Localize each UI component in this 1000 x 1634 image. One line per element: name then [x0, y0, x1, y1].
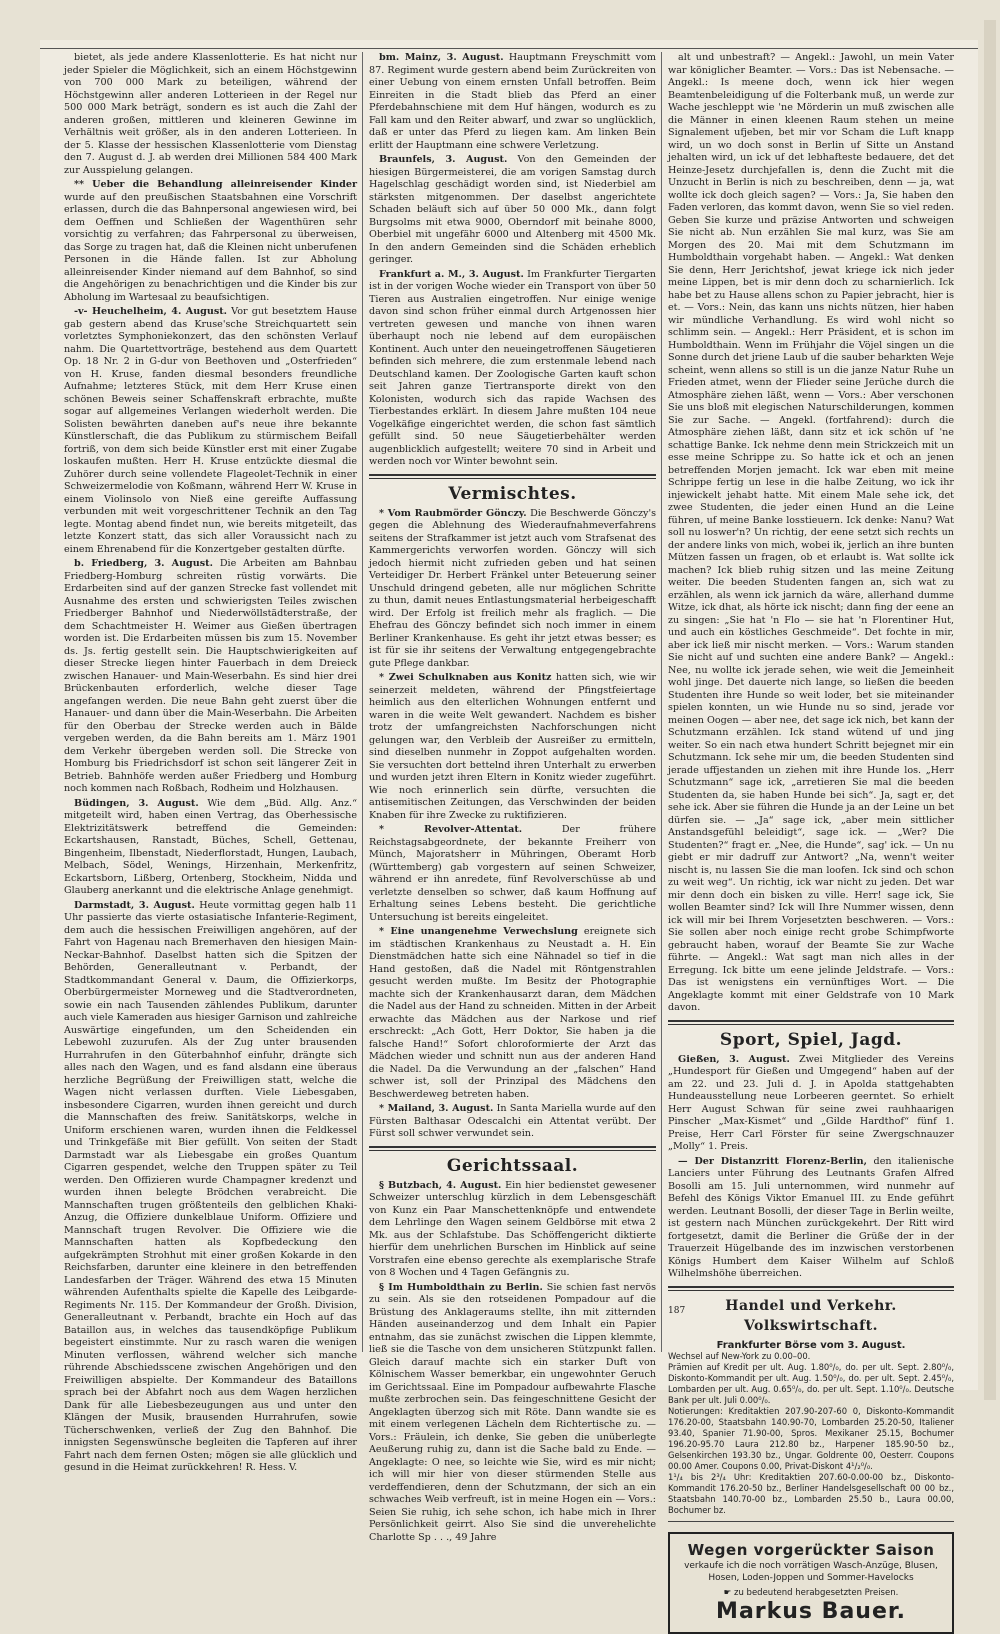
- ad-subline-text: zu bedeutend herabgesetzten Preisen.: [734, 1588, 898, 1598]
- section-rule: [668, 1286, 954, 1291]
- article-lead: * Eine unangenehme Verwechslung: [379, 926, 578, 937]
- section-heading-handel: Handel und Verkehr. Volkswirtschaft.: [668, 1296, 954, 1336]
- divider: [668, 1521, 954, 1522]
- market-line: Notierungen: Kreditaktien 207.90-207-60 0, Diskonto-Kommandit 176.20-00, Staatsbahn 140.90-70, Lombarden 25.20-50, Italiener 93.40, Spanier 71.90-00, Spros. Mexikaner 25.15, Bochumer 196.20-95.70 Laura 212.80 bz., Harpener 185.90-50 bz., Gelsenkirchen 193.30 bz., Ungar. Goldrente 00, Oesterr. Coupons 00.00 Amer. Coupons 0.00, Privat-Diskont 4¹/₂⁰/₀.: [668, 1406, 954, 1472]
- article-text: Ein hier bedienstet gewesener Schweizer unterschlug kürzlich in dem Lebensgeschäft von Kunz ein Paar Manschettenknöpfe und entwendete dem Lehrlinge den Wagen seinem Geldbörse mit etwa 2 Mk. aus der Schlafstube. Das Schöffengericht diktierte hierfür dem unehrlichen Burschen im Hinblick auf seine Vorstrafen eine ebenso gerechte als exemplarische Strafe von 8 Wochen und 4 Tagen Gefängnis zu.: [369, 1180, 656, 1279]
- article-lead: Darmstadt, 3. August.: [74, 900, 195, 911]
- article-lead: b. Friedberg, 3. August.: [74, 558, 213, 569]
- article-lead: Büdingen, 3. August.: [74, 798, 199, 809]
- article-signature: R. Hess. V.: [246, 1462, 298, 1473]
- top-rule: [40, 48, 978, 49]
- article-text: Die Beschwerde Gönczy's gegen die Ablehnung des Wiederaufnahmeverfahrens seitens der Strafkammer ist jetzt auch vom Strafsenat des Kammergerichts verworfen worden. Gönczy will sich jedoch hiermit nicht zufrieden geben und hat seinen Verteidiger Dr. Herbert Fränkel unter Beteuerung seiner Unschuld dringend gebeten, alle nur möglichen Schritte zu thun, damit neues Entlastungsmaterial herbeigeschafft wird. Der Erfolg ist freilich mehr als fraglich. — Die Ehefrau des Gönczy befindet sich noch immer in einem Berliner Krankenhause. Es geht ihr jetzt etwas besser; es ist für sie ihr seitens der Verwaltung entgegengebrachte gute Pflege dankbar.: [369, 508, 656, 669]
- article-text: ereignete sich im städtischen Krankenhaus zu Neustadt a. H. Ein Dienstmädchen hatte sich eine Nähnadel so tief in die Hand gestoßen, daß die Nadel mit Röntgenstrahlen gesucht werden mußte. Im Besitz der Photographie machte sich der Krankenhausarzt daran, dem Mädchen die Nadel aus der Hand zu schneiden. Mitten in der Arbeit erwachte das Mädchen aus der Narkose und rief erschreckt: „Ach Gott, Herr Doktor, Sie haben ja die falsche Hand!“ Sofort chloroformierte der Arzt das Mädchen wieder und schnitt nun aus der anderen Hand die Nadel. Da die Verwundung an der „falschen“ Hand schwer ist, soll der Prinzipal des Mädchens den Beschwerdeweg betreten haben.: [369, 926, 656, 1100]
- market-line: 1¹/₄ bis 2³/₄ Uhr: Kreditaktien 207.60-0.00-00 bz., Diskonto-Kommandit 176.20-50 bz., Berliner Handelsgesellschaft 00 00 bz., Staatsbahn 140.70-00 bz., Lombarden 25.50 b., Laura 00.00, Bochumer bz.: [668, 1472, 954, 1516]
- humboldthain-continued: alt und unbestraft? — Angekl.: Jawohl, un mein Vater war königlicher Beamter. — Vors.: Das ist Nebensache. — Angekl.: Is meene doch, wenn ick hier wegen Beamtenbeleidigung uf die Folterbank muß, un werde zur Wache jeschleppt wie 'ne Mörderin un muß zwischen alle die Männer in einen kleenen Raum stehen un meine Signalement ufjeben, bet mir vor Scham die Luft knapp wird, un wo doch sonst in Berlin uf Sitte un Anstand jehalten wird, un ick uf det lebhafteste bedauere, det det Heinze-Jesetz durchjefallen is, denn die Zucht mit die Unzucht in Berlin is nich zu beschreiben, denn — ja, wat wollte ick doch gleich sagen? — Vors.: Ja, Sie haben den Faden verloren, das kommt davon, wenn Sie so viel reden. Geben Sie kurze und präzise Antworten und schweigen Sie nicht ab. Nun erzählen Sie mal kurz, was Sie am Morgen des 20. Mai mit dem Schutzmann im Humboldthain vorgehabt haben. — Angekl.: Wat denken Sie denn, Herr Jerichtshof, jewat kriege ick nich jeder meine Lippen, bet is mir denn doch zu scharnierlich. Ick habe bet zu Hause allens schon zu Papier jebracht, hier is et. — Vors.: Nein, das kann uns nichts nützen, hier haben wir mündliche Verhandlung. Es wird wohl nicht so schlimm sein. — Angekl.: Herr Präsident, et is schon im Humboldthain. Wenn im Frühjahr die Vöjel singen un die Sonne durch det jriene Laub uf die sauber beharkten Weje scheint, wenn allens so still is un die janze Natur Ruhe un Frieden atmet, wenn der Flieder seine Jerüche durch die Atmosphäre ziehen läßt, wenn — Vors.: Aber verschonen Sie uns bloß mit elegischen Naturschilderungen, kommen Sie zur Sache. — Angekl. (fortfahrend): durch die Atmosphäre ziehen läßt, dann sitz et ick schön uf 'ne schattige Banke. Ick nehme denn mein Strickzeich mit un esse meine Schrippe zu. So hatte ick et och an jenen betreffenden Morjen jemacht. Ick war eben mit meine Schrippe fertig un lese in die halbe Zeitung, wo ick ihr injewickelt jehabt hatte. Mit einem Male sehe ick, det zwee Studenten, die jeder einen Hund an die Leine führen, uf meine Banke losstieuern. Ick denke: Nanu? Wat soll nu loswer'n? Un richtig, der eene setzt sich rechts un der andere links von mich, wobei ik, jerlich an ihre bunten Mützen fassen un fragen, ob et erlaubt is. Wat sollte ick machen? Ick blieb ruhig sitzen und las meine Zeitung weiter. Die beeden Studenten fangen an, sich wat zu erzählen, als wenn ick jarnich da wäre, allerhand dumme Witze, ick dhat, als hörte ick nischt; dann fing der eene an zu singen: „Sie hat 'n Flo — sie hat 'n Florentiner Hut, und auch ein köstliches Geschmeide“. Det fochte in mir, aber ick ließ mir nischt merken. — Vors.: Warum standen Sie nicht auf und suchten eine andere Bank? — Angekl.: Nee, nu wollte ick jerade sehen, wie weit die Jemeinheit wohl jinge. Det dauerte nich lange, so ließen die beeden Studenten ihre Hunde so weit loder, bet sie miteinander spielen konnten, un wie Hunde nu so sind, jerade vor meinen Oogen — aber nee, det sage ick nich, bet kann der Schutzmann erzählen. Ick stand wütend uf und jing weiter. So ein nach etwa hundert Schritt bejegnet mir ein Schutzmann. Ick sehe mir um, die beeden Studenten sind jerade uffjestanden un ziehen mit ihre Hunde los. „Herr Schutzmann“ sage ick, „arretieren Sie mal die beeden Studenten da, sie haben Hunde bei sich“. Ja, sagt er, det sehe ick. Aber sie führen die Hunde ja an der Leine un bet dürfen sie. — „Ja“ sage ick, „aber mein sittlicher Anstandsgefühl beleidigt“, sage ick. — „Wer? Die Studenten?“ fragt er. „Nee, die Hunde“, sag' ick. — Un nu giebt er mir dadruff zur Antwort? „Na, wenn't weiter nischt is, nu lassen Sie die man loofen. Ick sind och schon zu weit weg“. Un richtig, ick war nicht zu jeden. Det war mir denn doch ein bisken zu ville. Herr! sage ick, Sie wollen Beamter sind? Ick will Ihre Nummer wissen, denn ick will mir bei Ihrem Vorjesetzten beschweren. — Vors.: Sie sollen aber noch einige recht grobe Schimpfworte gebraucht haben, worauf der Beamte Sie zur Wache führte. — Angekl.: Wat sagt man nich alles in der Erregung. Ick bitte um eene jelinde Jeldstrafe. — Vors.: Das ist wenigstens ein vernünftiges Wort. — Die Angeklagte kommt mit einer Geldstrafe von 10 Mark davon.: [668, 52, 954, 1015]
- column-divider: [661, 52, 662, 1352]
- friedberg-railway-article: [64, 558, 357, 796]
- frankfurt-zoo-article: [369, 269, 656, 469]
- mainz-article: [369, 52, 656, 152]
- article-text: Die Arbeiten am Bahnbau Friedberg-Homburg schreiten rüstig vorwärts. Die Erdarbeiten sind auf der ganzen Strecke fast vollendet mit Ausnahme des ersten und schwierigsten Teiles zwischen Friedberger Bahnhof und Niederwöllstädterstraße, der dem Schachtmeister H. Weimer aus Gießen übertragen worden ist. Die Erdarbeiten müssen bis zum 15. November ds. Js. fertig gestellt sein. Die Hauptschwierigkeiten auf dieser Strecke liegen hinter Fauerbach in dem Dreieck zwischen Hanauer- und Main-Weserbahn. Es sind hier drei Brückenbauten erforderlich, welche dieser Tage angefangen werden. Die neue Bahn geht zuerst über die Hanauer- und dann über die Main-Weserbahn. Die Arbeiten für den Oberbau der Strecke werden auch in Bälde vergeben werden, da die Bahn bereits am 1. März 1901 dem Verkehr übergeben werden soll. Die Strecke von Homburg bis Friedrichsdorf ist schon seit längerer Zeit in Betrieb. Bahnhöfe werden außer Friedberg und Homburg noch kommen nach Roßbach, Rodheim und Holzhausen.: [64, 558, 357, 794]
- article-lead: * Mailand, 3. August.: [379, 1103, 493, 1114]
- market-report: [668, 1340, 954, 1516]
- article-text: Im Frankfurter Tiergarten ist in der vorigen Woche wieder ein Transport von über 50 Tieren aus Australien eingetroffen. Nur einige wenige davon sind schon früher einmal durch Artgenossen hier vertreten gewesen und manche von ihnen waren überhaupt noch nie lebend auf dem europäischen Kontinent. Auch unter den neueingetroffenen Säugetieren befinden sich mehrere, die zum erstenmale lebend nach Deutschland kamen. Der Zoologische Garten kauft schon seit Jahren ganze Tiertransporte direkt von den Kolonisten, wodurch sich das rapide Wachsen des Tierbestandes erklärt. In diesem Jahre mußten 104 neue Vogelkäfige eingerichtet werden, die schon fast sämtlich gefüllt sind. 50 neue Säugetierbehälter werden augenblicklich aufgestellt; weitere 70 sind in Arbeit und werden noch vor Winter bewohnt sein.: [369, 269, 656, 468]
- section-heading-vermischtes: Vermischtes.: [369, 484, 656, 504]
- ad-headline: Wegen vorgerückter Saison: [678, 1544, 944, 1557]
- article-text: Zwei Mitglieder des Vereins „Hundesport für Gießen und Umgegend“ haben auf der am 22. und 23. Juli d. J. in Apolda stattgehabten Hundeausstellung neue Lorbeeren geerntet. So erhielt Herr August Schwan für seine zwei rauhhaarigen Pinscher „Max-Kismet“ und „Gilde Hardthof“ fünf 1. Preise, Herr Carl Förster für seine Zwergschnauzer „Molly“ 1. Preis.: [668, 1054, 954, 1153]
- article-lead: bm. Mainz, 3. August.: [379, 52, 504, 63]
- article-text: Sie schien fast nervös zu sein. Als sie den rotseidenen Pompadour auf die Brüstung des Anklageraums stellte, ihn mit zitternden Händen auseinanderzog und dem Inhalt ein Papier entnahm, das sie zunächst zwischen die Lippen klemmte, ließ sie die Tasche von dem unsicheren Stützpunkt fallen. Gleich darauf machte sich ein starker Duft von Kölnischem Wasser bemerkbar, ein ungewohnter Geruch im Gerichtssaal. Eine im Pompadour aufbewahrte Flasche mußte zerbrochen sein. Das feingeschnittene Gesicht der Angeklagten überzog sich mit Röte. Dann wandte sie es mit einem verlegenen Lächeln dem Richtertische zu. — Vors.: Fräulein, ich denke, Sie geben die unüberlegte Aeußerung ruhig zu, dann ist die Sache bald zu Ende. — Angeklagte: O nee, so leichte wie Sie, wird es mir nicht; ich will mir hier von dieser stürmenden Stelle aus verdeffendieren, denn der Schutzmann, der sich an ein schwaches Weib verfreuft, ist in meine Hogen ein — Vors.: Seien Sie ruhig, ich sehe schon, ich habe mich in Ihrer Persönlichkeit geirrt. Also Sie sind die unverehelichte Charlotte Sp . . ., 49 Jahre: [369, 1282, 656, 1543]
- article-lead: § Butzbach, 4. August.: [379, 1180, 501, 1191]
- page-edge: [984, 20, 996, 1400]
- ad-merchant-name: Markus Bauer.: [678, 1606, 944, 1619]
- article-text: Von den Gemeinden der hiesigen Bürgermeisterei, die am vorigen Samstag durch Hagelschlag geschädigt worden sind, ist Niederbiel am stärksten mitgenommen. Der daselbst angerichtete Schaden beläuft sich auf über 50 000 Mk., dann folgt Burgsolms mit etwa 9000, Oberndorf mit beinahe 8000, Oberbiel mit ungefähr 6000 und Altenberg mit 4500 Mk. In den andern Gemeinden sind die Schäden erheblich geringer.: [369, 154, 656, 265]
- column-1: [64, 52, 357, 1368]
- article-text: Hauptmann Freyschmitt vom 87. Regiment wurde gestern abend beim Zurückreiten von einer Uebung von einem ernsten Unfall betroffen. Beim Einreiten in die Stadt blieb das Pferd an einer Pferdebahnschiene mit dem Huf hängen, wodurch es zu Fall kam und den Reiter abwarf, und zwar so unglücklich, daß er unter das Pferd zu liegen kam. Am linken Bein erlitt der Hauptmann eine schwere Verletzung.: [369, 52, 656, 151]
- newspaper-page: [40, 40, 978, 1390]
- section-rule: [668, 1020, 954, 1025]
- braunfels-article: [369, 154, 656, 267]
- ad-subline: [678, 1587, 944, 1600]
- article-text: Wie dem „Büd. Allg. Anz.“ mitgeteilt wird, haben einen Vertrag, das Oberhessische Elektrizitätswerk betreffend die Gemeinden: Eckartshausen, Ranstadt, Büches, Schell, Gettenau, Bingenheim, Ilbenstadt, Niederflorstadt, Hungen, Laubach, Melbach, Södel, Wenings, Hirzenhain, Merkenfritz, Eckartsborn, Lißberg, Ortenberg, Stockheim, Nidda und Glauberg anerkannt und die elektrische Anlage genehmigt.: [64, 798, 357, 897]
- market-line: Prämien auf Kredit per ult. Aug. 1.80⁰/₀, do. per ult. Sept. 2.80⁰/₀, Diskonto-Kommandit per ult. Aug. 1.50⁰/₀, do. per ult. Sept. 2.45⁰/₀, Lombarden per ult. Aug. 0.65⁰/₀, do. per ult. Sept. 1.10⁰/₀. Deutsche Bank per ult. Juli 0.00⁰/₀.: [668, 1362, 954, 1406]
- article-lead: ** Ueber die Behandlung alleinreisender Kinder: [74, 179, 357, 190]
- column-2: [369, 52, 656, 1368]
- mailand-article: [369, 1103, 656, 1141]
- section-rule: [369, 1146, 656, 1151]
- article-text: Vor gut besetztem Hause gab gestern abend das Kruse'sche Streichquartett sein vorletztes Symphoniekonzert, das den schönsten Verlauf nahm. Die Quartettvorträge, bestehend aus dem Quartett Op. 18 Nr. 2 in G-dur von Beethoven und „Osterfrieden“ von H. Kruse, fanden diesmal besonders freundliche Aufnahme; letzteres Stück, mit dem Herr Kruse einen schönen Beweis seiner Schaffenskraft erbrachte, mußte sogar auf allgemeines Verlangen wiederholt werden. Die Solisten bewährten daneben auf's neue ihre bekannte Künstlerschaft, die das Publikum zu stürmischem Beifall fortriß, von dem sich beide Künstler erst mit einer Zugabe loskaufen mußten. Herr H. Kruse entzückte diesmal die Zuhörer durch seine vollendete Flageolet-Technik in einer Schweizermelodie von Koßmann, während Herr W. Kruse in einem Violinsolo von Nieß eine gereifte Auffassung verbunden mit weit vorgeschrittener Technik an den Tag legte. Montag abend findet nun, wie bereits mitgeteilt, das letzte Konzert statt, das sich aller Voraussicht nach zu einem Ehrenabend für die Konzertgeber gestalten dürfte.: [64, 306, 357, 555]
- article-text: hatten sich, wie wir seinerzeit meldeten, während der Pfingstfeiertage heimlich aus den elterlichen Wohnungen entfernt und waren in die weite Welt gewandert. Nachdem es bisher trotz der umfangreichsten Nachforschungen nicht gelungen war, den Verbleib der Ausreißer zu ermitteln, sind dieselben nunmehr in Zoppot aufgehalten worden. Sie versuchten dort bettelnd ihren Unterhalt zu erwerben und wurden jetzt ihren Eltern in Konitz wieder zugeführt. Wie noch erinnerlich sein dürfte, versuchten die antisemitischen Zeitungen, das Verschwinden der beiden Knaben für ihre Zwecke zu ruktifizieren.: [369, 672, 656, 821]
- humboldthain-article: [369, 1282, 656, 1545]
- market-line: Wechsel auf New-York zu 0.00–00.: [668, 1351, 954, 1362]
- goenczy-article: [369, 508, 656, 671]
- article-lead: Braunfels, 3. August.: [379, 154, 507, 165]
- article-text: wurde auf den preußischen Staatsbahnen eine Vorschrift erlassen, durch die das Bahnpersonal angewiesen wird, bei dem Oeffnen und Schließen der Wagenthüren sehr vorsichtig zu verfahren; das Fahrpersonal zu überweisen, das Sorge zu tragen hat, daß die Kleinen nicht unberufenen Personen in die Hände fallen. Ist zur Abholung alleinreisender Kinder niemand auf dem Bahnhof, so sind die Angehörigen zu benachrichtigen und die Kinder bis zur Abholung im Wartesaal zu beaufsichtigen.: [64, 192, 357, 303]
- revolver-article: [369, 824, 656, 924]
- pointing-hand-icon: ☛: [724, 1588, 734, 1598]
- lottery-article: bietet, als jede andere Klassenlotterie. Es hat nicht nur jeder Spieler die Möglichkeit, sich an einem Höchstgewinn von 700 000 Mark zu beteiligen, während der Höchstgewinn aller anderen Lotterieen in der Regel nur 500 000 Mark beträgt, sondern es ist auch die Zahl der anderen großen, mittleren und kleineren Gewinne im Verhältnis weit größer, als in den anderen Lotterieen. In der 5. Klasse der hessischen Klassenlotterie vom Dienstag den 7. August d. J. ab werden drei Millionen 584 400 Mark zur Ausspielung gelangen.: [64, 52, 357, 177]
- article-text: Heute vormittag gegen halb 11 Uhr passierte das vierte ostasiatische Infanterie-Regiment, dem auch die hessischen Freiwilligen angehören, auf der Fahrt von Hagenau nach Bremerhaven den hiesigen Main-Neckar-Bahnhof. Daselbst hatten sich die Spitzen der Behörden, Generalleutnant v. Perbandt, der Stadtkommandant General v. Daum, die Offizierkorps, Oberbürgermeister Morneweg und die Stadtverordneten, sowie ein nach Tausenden zählendes Publikum, darunter auch viele Kameraden aus hiesiger Garnison und zahlreiche Auswärtige eingefunden, um den Scheidenden ein Lebewohl zuzurufen. Als der Zug unter brausenden Hurrahrufen in den Güterbahnhof einfuhr, drängte sich alles nach den Wagen, und es fand alsdann eine überaus herzliche Begrüßung der Freiwilligen statt, welche die Wagen nicht verlassen durften. Viele Liebesgaben, insbesondere Cigarren, wurden ihnen gereicht und durch die Mannschaften des freiw. Sanitätskorps, welche in Uniform erschienen waren, wurden ihnen die Feldkessel und Trinkgefäße mit Bier gefüllt. Von seiten der Stadt Darmstadt war als Liebesgabe ein großes Quantum Cigarren gespendet, welche den Truppen später zu Teil werden. Den Offizieren wurde Champagner kredenzt und wurden ihnen belegte Brödchen verabreicht. Die Mannschaften trugen größtenteils den gelblichen Khaki-Anzug, die Offiziere dunkelblaue Uniform. Offiziere und Mannschaft trugen Revolver. Die Offiziere wie die Mannschaften hatten als Kopfbedeckung den aufgekrämpten Strohhut mit einer großen Kokarde in den Reichsfarben, darunter eine kleinere in den betreffenden Landesfarben der Träger. Während des etwa 15 Minuten währenden Aufenthalts spielte die Kapelle des Leibgarde-Regiments Nr. 115. Der Kommandeur der Großh. Division, Generalleutnant v. Perbandt, brachte ein Hoch auf das Bataillon aus, in welches das tausendköpfige Publikum begeistert einstimmte. Nur zu rasch waren die wenigen Minuten verflossen, während welcher sich manche rührende Abschiedsscene zwischen Angehörigen und den Freiwilligen abspielte. Der Kommandeur des Bataillons sprach bei der Abfahrt noch aus dem Wagen herzlichen Dank für alle Liebesbezeugungen aus und unter den Klängen der Musik, brausenden Hurrahrufen, sowie Tücherschwenken, verließ der Zug den Bahnhof. Die innigsten Segenswünsche begleiten die Tapferen auf ihrer Fahrt nach dem fernen Osten; mögen sie alle glücklich und gesund in die Heimat zurückkehren!: [64, 900, 357, 1474]
- page-number: 187: [668, 1306, 685, 1316]
- konitz-article: [369, 672, 656, 822]
- article-lead: — Der Distanzritt Florenz-Berlin,: [678, 1156, 867, 1167]
- article-lead: § Im Humboldthain zu Berlin.: [379, 1282, 543, 1293]
- butzbach-article: [369, 1180, 656, 1280]
- verwechslung-article: [369, 926, 656, 1101]
- article-text: Der frühere Reichstagsabgeordnete, der bekannte Freiherr von Münch, Majoratsherr in Mühringen, Oberamt Horb (Württemberg) gab vorgestern auf seinen Schweizer, während er ihn anredete, fünf Revolverschüsse ab und verletzte denselben so schwer, daß kaum Hoffnung auf Erhaltung seines Lebens besteht. Die gerichtliche Untersuchung ist bereits eingeleitet.: [369, 824, 656, 923]
- section-rule: [369, 474, 656, 479]
- article-lead: * Vom Raubmörder Gönczy.: [379, 508, 527, 519]
- column-divider: [362, 52, 363, 1352]
- section-heading-sport: Sport, Spiel, Jagd.: [668, 1030, 954, 1050]
- article-text: In Santa Mariella wurde auf den Fürsten Balthasar Odescalchi ein Attentat verübt. Der Fürst soll schwer verwundet sein.: [369, 1103, 656, 1139]
- distanzritt-article: [668, 1156, 954, 1281]
- heuchelheim-concert-article: [64, 306, 357, 556]
- column-3: [668, 52, 954, 1368]
- article-lead: -v- Heuchelheim, 4. August.: [74, 306, 227, 317]
- article-lead: * Zwei Schulknaben aus Konitz: [379, 672, 551, 683]
- section-heading-gerichtssaal: Gerichtssaal.: [369, 1156, 656, 1176]
- darmstadt-article: [64, 900, 357, 1475]
- article-lead: * Revolver-Attentat.: [379, 824, 522, 835]
- article-lead: Frankfurt a. M., 3. August.: [379, 269, 524, 280]
- advertisement: [668, 1532, 954, 1634]
- article-text: den italienische Lanciers unter Führung des Leutnants Grafen Alfred Bosolli am 15. Juli unternommen, wird nunmehr auf Befehl des Königs Viktor Emanuel III. zu Ende geführt werden. Leutnant Bosolli, der dieser Tage in Berlin weilte, ist gestern nach München zurückgekehrt. Der Ritt wird fortgesetzt, damit die Berliner die Grüße der in der Trauerzeit Hügelbande des im inzwischen verstorbenen Königs Humbert dem Kaiser Wilhelm auf Schloß Wilhelmshöhe überreichen.: [668, 1156, 954, 1280]
- ad-body: verkaufe ich die noch vorrätigen Wasch-Anzüge, Blusen, Hosen, Loden-Joppen und Sommer-Havelocks: [678, 1560, 944, 1584]
- article-lead: Gießen, 3. August.: [678, 1054, 790, 1065]
- giessen-hundesport-article: [668, 1054, 954, 1154]
- children-travel-article: [64, 179, 357, 304]
- market-title: Frankfurter Börse vom 3. August.: [668, 1340, 954, 1351]
- buedingen-article: [64, 798, 357, 898]
